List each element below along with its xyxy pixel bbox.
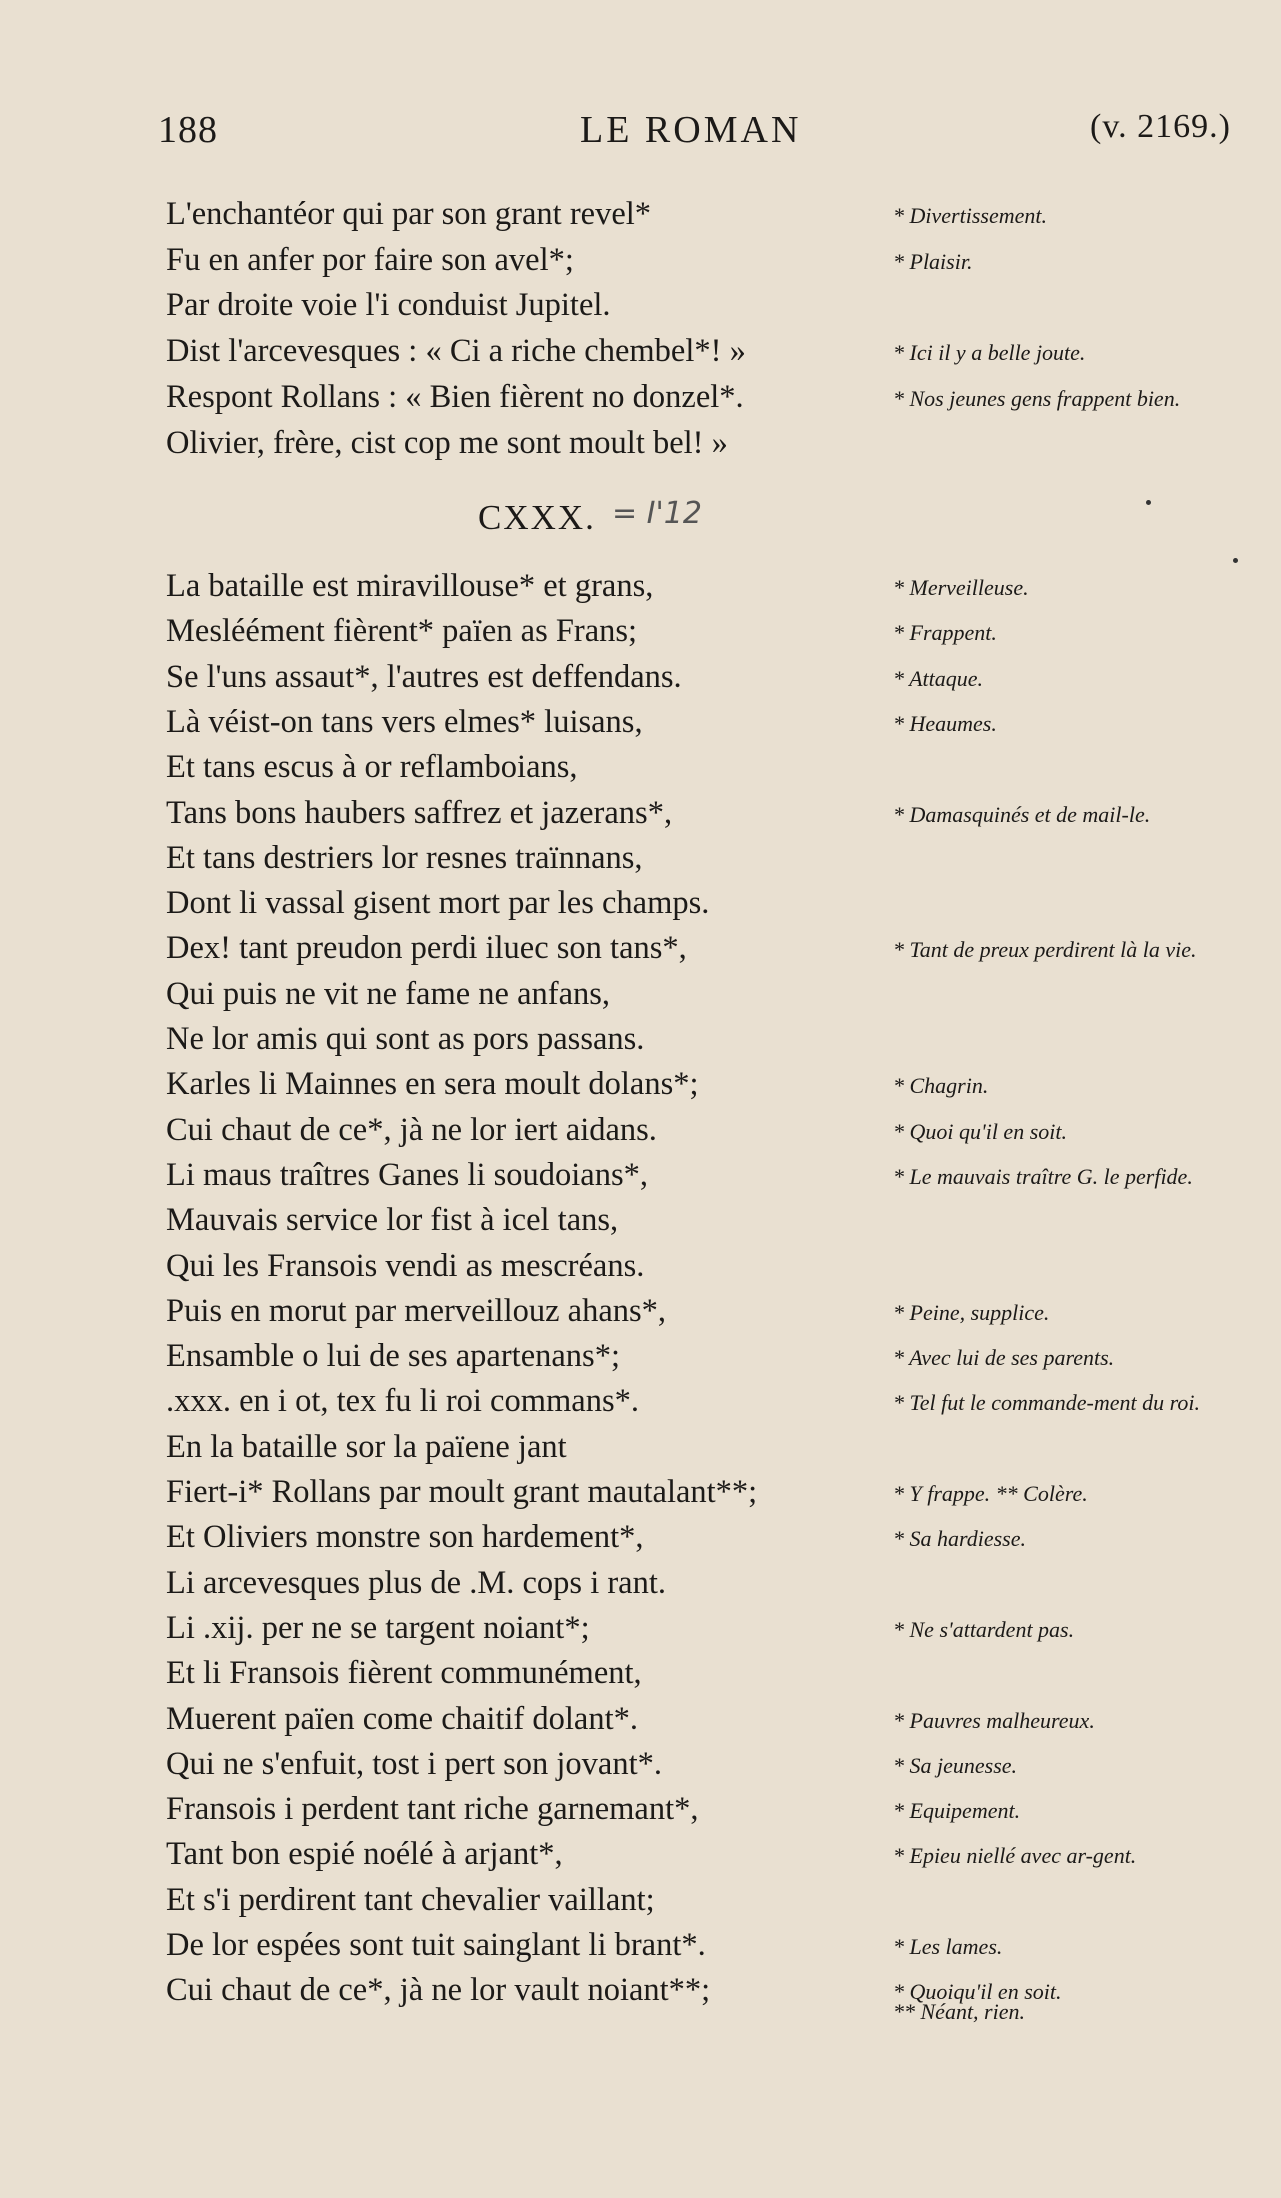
margin-gloss: * Ici il y a belle joute. (893, 340, 1086, 366)
verse-line: Puis en morut par merveillouz ahans*, (166, 1292, 667, 1329)
margin-gloss: * Quoiqu'il en soit. ** Néant, rien. (893, 1979, 1062, 2025)
verse-reference: (v. 2169.) (1090, 108, 1231, 145)
pencil-annotation: = I'12 (612, 496, 702, 531)
verse-line: L'enchantéor qui par son grant revel* (166, 196, 652, 232)
verse-line: Se l'uns assaut*, l'autres est deffendans. (166, 658, 682, 695)
verse-line: Qui puis ne vit ne fame ne anfans, (166, 975, 611, 1012)
margin-gloss: * Le mauvais traître G. le perfide. (893, 1163, 1193, 1189)
verse-line: Fiert-i* Rollans par moult grant mautalant**; (166, 1474, 758, 1510)
margin-gloss: * Y frappe. ** Colère. (893, 1481, 1088, 1506)
verse-line: Tant bon espié noélé à arjant*, (166, 1836, 563, 1873)
verse-line: Dist l'arcevesques : « Ci a riche chembel*! » (166, 333, 746, 370)
verse-line: Karles li Mainnes en sera moult dolans*; (166, 1066, 699, 1103)
margin-gloss: * Chagrin. (893, 1073, 989, 1099)
verse-line: Et tans escus à or reflamboians, (166, 749, 578, 786)
margin-gloss: * Tant de preux perdirent là la vie. (893, 937, 1197, 963)
margin-gloss: * Tel fut le commande-ment du roi. (893, 1390, 1200, 1416)
verse-line: Par droite voie l'i conduist Jupitel. (166, 287, 611, 324)
verse-line: Li arcevesques plus de .M. cops i rant. (166, 1564, 667, 1601)
verse-line: Ensamble o lui de ses apartenans*; (166, 1338, 620, 1375)
verse-line: Cui chaut de ce*, jà ne lor iert aidans. (166, 1111, 657, 1148)
margin-gloss: * Attaque. (893, 665, 984, 691)
margin-gloss: * Avec lui de ses parents. (893, 1345, 1115, 1371)
ink-speck (1146, 500, 1151, 505)
verse-line: Mesléément fièrent* païen as Frans; (166, 613, 638, 650)
verse-line: Mauvais service lor fist à icel tans, (166, 1202, 619, 1239)
verse-line: Et s'i perdirent tant chevalier vaillant; (166, 1881, 655, 1918)
verse-line: Muerent païen come chaitif dolant*. (166, 1700, 638, 1737)
margin-gloss: * Damasquinés et de mail-le. (893, 801, 1151, 827)
margin-gloss: * Peine, supplice. (893, 1299, 1050, 1325)
verse-line: Et Oliviers monstre son hardement*, (166, 1519, 644, 1556)
margin-gloss: * Pauvres malheureux. (893, 1707, 1095, 1733)
margin-gloss: * Epieu niellé avec ar-gent. (893, 1843, 1137, 1869)
verse-line: Qui ne s'enfuit, tost i pert son jovant*. (166, 1745, 663, 1782)
margin-gloss: * Plaisir. (893, 248, 973, 274)
verse-line: Et li Fransois fièrent communément, (166, 1655, 642, 1692)
margin-gloss: * Quoi qu'il en soit. (893, 1118, 1067, 1144)
margin-gloss: * Merveilleuse. (893, 575, 1029, 600)
margin-gloss: * Heaumes. (893, 710, 997, 736)
section-heading: CXXX. (478, 498, 596, 537)
verse-line: Ne lor amis qui sont as pors passans. (166, 1021, 645, 1057)
verse-line: Li .xij. per ne se targent noiant*; (166, 1609, 590, 1646)
verse-line: Tans bons haubers saffrez et jazerans*, (166, 794, 673, 831)
verse-line: Dex! tant preudon perdi iluec son tans*, (166, 930, 687, 967)
verse-line: Li maus traîtres Ganes li soudoians*, (166, 1156, 648, 1193)
verse-line: La bataille est miravillouse* et grans, (166, 568, 654, 604)
verse-line: Cui chaut de ce*, jà ne lor vault noiant**; (166, 1972, 711, 2009)
margin-gloss: * Sa jeunesse. (893, 1752, 1018, 1778)
verse-line: Dont li vassal gisent mort par les champs. (166, 885, 710, 922)
verse-line: Là véist-on tans vers elmes* luisans, (166, 703, 643, 740)
margin-gloss: * Les lames. (893, 1934, 1003, 1959)
verse-line: Olivier, frère, cist cop me sont moult bel! » (166, 424, 728, 461)
verse-line: Et tans destriers lor resnes traïnnans, (166, 839, 643, 876)
verse-line: Respont Rollans : « Bien fièrent no donzel*. (166, 378, 744, 415)
margin-gloss: * Equipement. (893, 1798, 1021, 1824)
verse-line: Fu en anfer por faire son avel*; (166, 241, 574, 278)
verse-line: En la bataille sor la païene jant (166, 1428, 567, 1465)
page-number: 188 (158, 109, 218, 151)
running-title: LE ROMAN (580, 109, 802, 151)
margin-gloss: * Sa hardiesse. (893, 1526, 1027, 1552)
margin-gloss: * Frappent. (893, 620, 997, 646)
verse-line: Fransois i perdent tant riche garnemant*, (166, 1791, 699, 1828)
margin-gloss: * Divertissement. (893, 203, 1047, 228)
verse-line: .xxx. en i ot, tex fu li roi commans*. (166, 1383, 639, 1420)
margin-gloss: * Nos jeunes gens frappent bien. (893, 385, 1181, 411)
ink-speck (1233, 558, 1238, 563)
verse-line: De lor espées sont tuit sainglant li brant*. (166, 1927, 706, 1963)
margin-gloss: * Ne s'attardent pas. (893, 1616, 1075, 1642)
verse-line: Qui les Fransois vendi as mescréans. (166, 1247, 645, 1284)
